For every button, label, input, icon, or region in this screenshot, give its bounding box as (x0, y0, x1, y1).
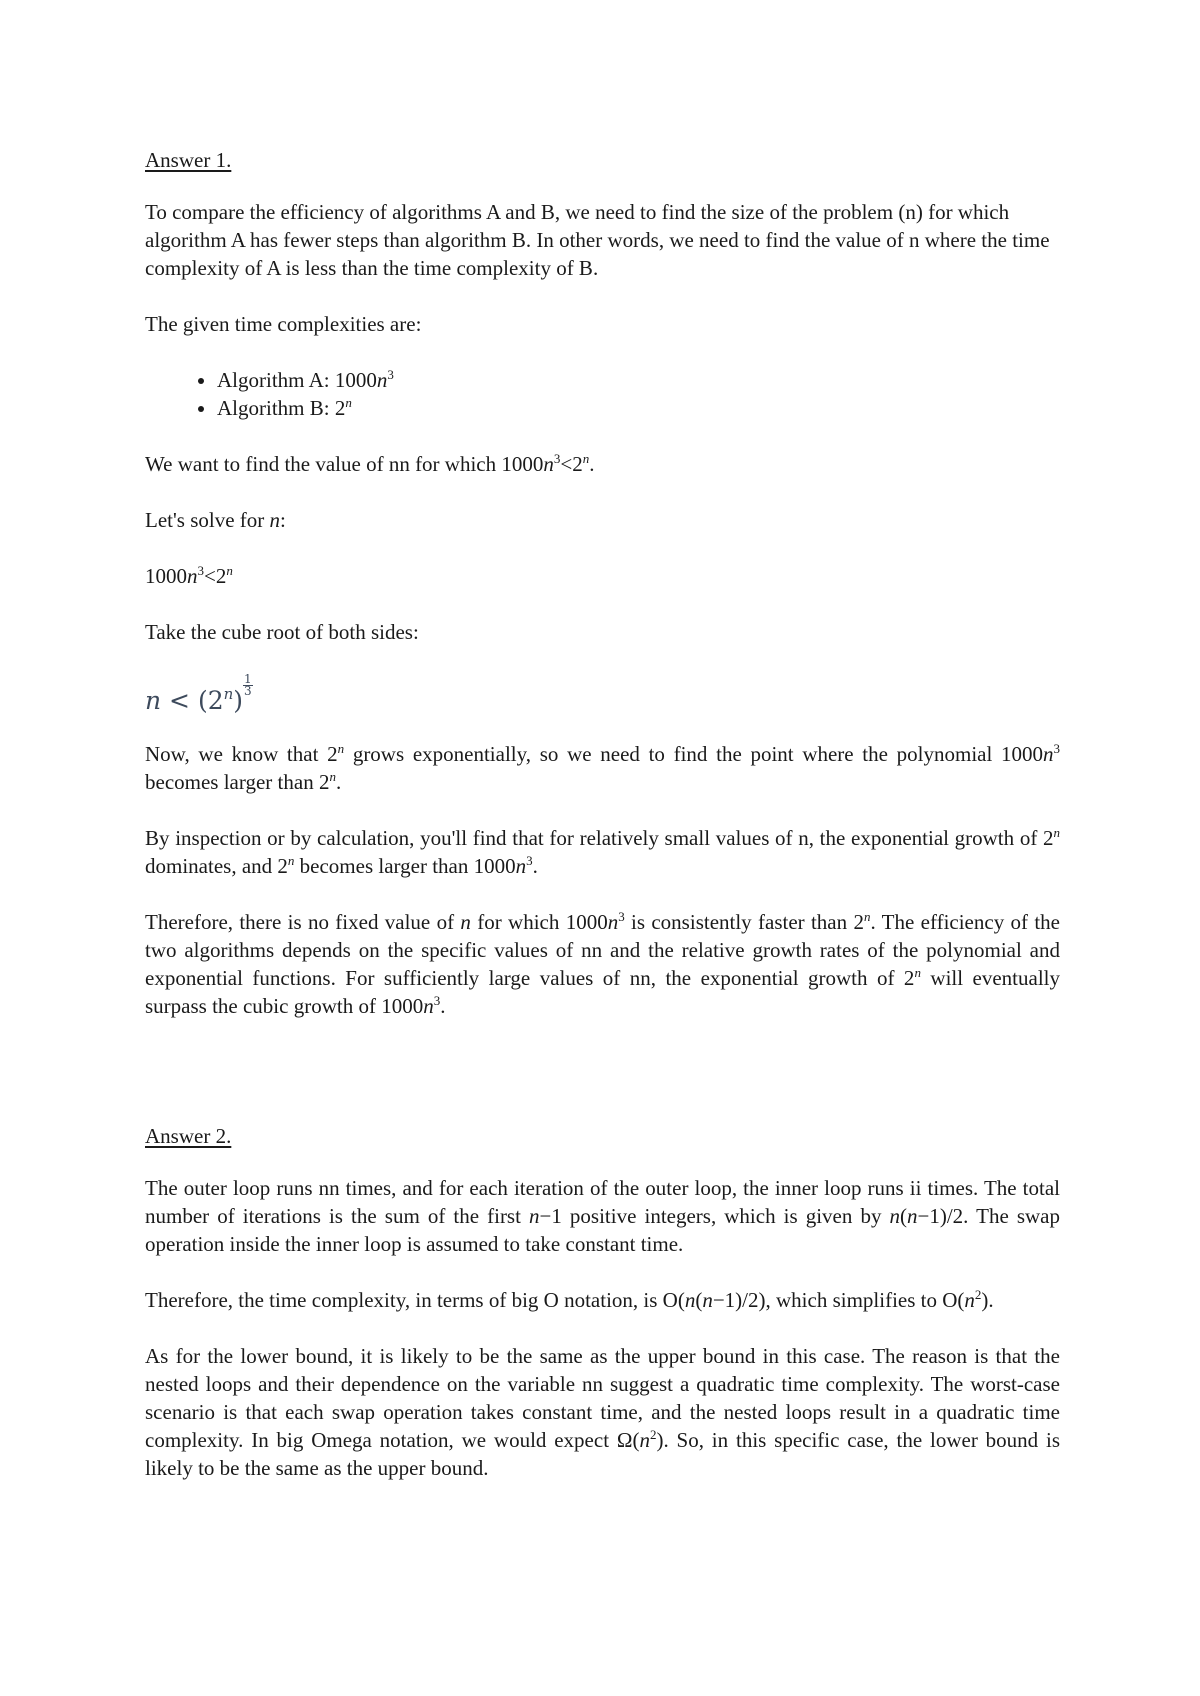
text: . The efficiency of the two algorithms depends on the specific values of nn and the relative growth rates of the polynomial and exponential functions. For sufficiently large values of nn, the exponential growth of 2 (145, 910, 1061, 990)
var-n: n (423, 994, 434, 1018)
answer-1-heading: Answer 1. (145, 148, 232, 172)
var-n: n (529, 1204, 540, 1228)
cube-root-equation (145, 672, 1060, 715)
text: Therefore, there is no fixed value of (145, 910, 461, 934)
exponent-n: n (582, 451, 590, 466)
var-n: n (907, 1204, 918, 1228)
text: Therefore, the time complexity, in terms of big O notation, is O( (145, 1288, 685, 1312)
exponent: 3 (387, 367, 394, 382)
inequality (145, 562, 1060, 590)
text: As for the lower bound, it is likely to be the same as the upper bound in this case. The reason is that the nested loops and their dependence on the variable nn suggest a quadratic time complexity. The worst-case scenario is that each swap operation takes constant time, and the nested loops result in a quadratic time complexity. In big Omega notation, we would expect Ω( (145, 1344, 1060, 1452)
exponent-n: n (329, 769, 336, 784)
text: By inspection or by calculation, you'll find that for relatively small values of n, the exponential growth of 2 (145, 826, 1054, 850)
var-n: n (607, 910, 619, 934)
goal-text: We want to find the value of nn for which 1000 (145, 452, 544, 476)
conclusion-paragraph (145, 908, 1060, 1020)
exponent-n: n (223, 685, 234, 703)
var-n: n (964, 1288, 975, 1312)
var-n: n (702, 1288, 713, 1312)
fraction-one-third (243, 674, 253, 697)
period: . (532, 854, 538, 878)
algorithm-a-label: Algorithm A: 1000 (217, 368, 377, 392)
var-n: n (1043, 742, 1054, 766)
section-spacer (145, 1048, 1060, 1122)
exponent-n: n (337, 741, 345, 756)
exponent: 3 (197, 563, 204, 578)
goal-statement (145, 450, 1060, 478)
answer-1-intro-text: To compare the efficiency of algorithms A and B, we need to find the size of the problem (n) for which algorithm A has fewer steps than algorithm B. In other words, we need to find the value of n where the time complexity of A is less than the time complexity of B. (145, 200, 1050, 280)
lower-bound-paragraph (145, 1342, 1060, 1482)
growth-paragraph (145, 740, 1060, 796)
inequality-coefficient: 1000 (145, 564, 187, 588)
text: for which 1000 (470, 910, 608, 934)
colon: : (280, 508, 286, 532)
answer-2-heading: Answer 2. (145, 1124, 232, 1148)
exponent-n: n (914, 965, 921, 980)
var-n: n (145, 686, 162, 715)
var-n: n (376, 368, 388, 392)
exponent: 3 (433, 993, 441, 1008)
fraction-denominator: 3 (244, 684, 252, 698)
exponent-n: n (1053, 825, 1060, 840)
answer-1-intro (145, 198, 1060, 282)
list-item-algorithm-a (217, 366, 1060, 394)
exponent-n: n (863, 909, 871, 924)
var-n: n (460, 910, 471, 934)
text: becomes larger than 2 (145, 770, 330, 794)
var-n: n (515, 854, 527, 878)
complexity-list (145, 366, 1060, 422)
exponent-n: n (287, 853, 295, 868)
exponent: 3 (553, 451, 561, 466)
exponent-n: n (226, 563, 233, 578)
text: is consistently faster than 2 (624, 910, 864, 934)
solve-text: Let's solve for (145, 508, 270, 532)
close-paren: ) (233, 686, 244, 715)
solve-statement (145, 506, 1060, 534)
var-n: n (639, 1428, 650, 1452)
var-n: n (269, 508, 281, 532)
period: . (335, 770, 342, 794)
inequality-operator: <2 (204, 564, 227, 588)
goal-text-2: <2 (560, 452, 583, 476)
text: grows exponentially, so we need to find the point where the polynomial 1000 (344, 742, 1044, 766)
text: ( (695, 1288, 703, 1312)
big-o-paragraph (145, 1286, 1060, 1314)
exponent: 3 (1053, 741, 1061, 756)
text: becomes larger than 1000 (294, 854, 516, 878)
text: dominates, and 2 (145, 854, 288, 878)
document-page (145, 146, 1060, 1510)
inspection-paragraph (145, 824, 1060, 880)
period: . (589, 452, 595, 476)
text: ). So, in this specific case, the lower bound is likely to be the same as the upper bound. (145, 1428, 1060, 1480)
list-item-algorithm-b (217, 394, 1060, 422)
cube-root-step: Take the cube root of both sides: (145, 620, 419, 644)
var-n: n (684, 1288, 696, 1312)
equation-middle: < (2 (161, 686, 224, 715)
exponent: 3 (618, 909, 625, 924)
text: −1)/2), which simplifies to O( (712, 1288, 965, 1312)
exponent: 2 (649, 1427, 657, 1442)
complexities-intro: The given time complexities are: (145, 312, 422, 336)
var-n: n (543, 452, 554, 476)
fraction-numerator: 1 (244, 672, 252, 686)
var-n: n (889, 1204, 901, 1228)
exponent: 3 (526, 853, 533, 868)
text: Now, we know that 2 (145, 742, 338, 766)
text: The outer loop runs nn times, and for each iteration of the outer loop, the inner loop runs ii times. The total number of iterations is the sum of the first (145, 1176, 1060, 1228)
text: −1 positive integers, which is given by (539, 1204, 890, 1228)
exponent: 2 (974, 1287, 982, 1302)
text: will eventually surpass the cubic growth of 1000 (145, 966, 1060, 1018)
text: ( (900, 1204, 908, 1228)
exponent-n: n (345, 395, 352, 410)
period: . (440, 994, 446, 1018)
loop-analysis-paragraph (145, 1174, 1060, 1258)
text: −1)/2. The swap operation inside the inner loop is assumed to take constant time. (145, 1204, 1060, 1256)
text: ). (981, 1288, 994, 1312)
algorithm-b-label: Algorithm B: 2 (217, 396, 346, 420)
var-n: n (187, 564, 198, 588)
